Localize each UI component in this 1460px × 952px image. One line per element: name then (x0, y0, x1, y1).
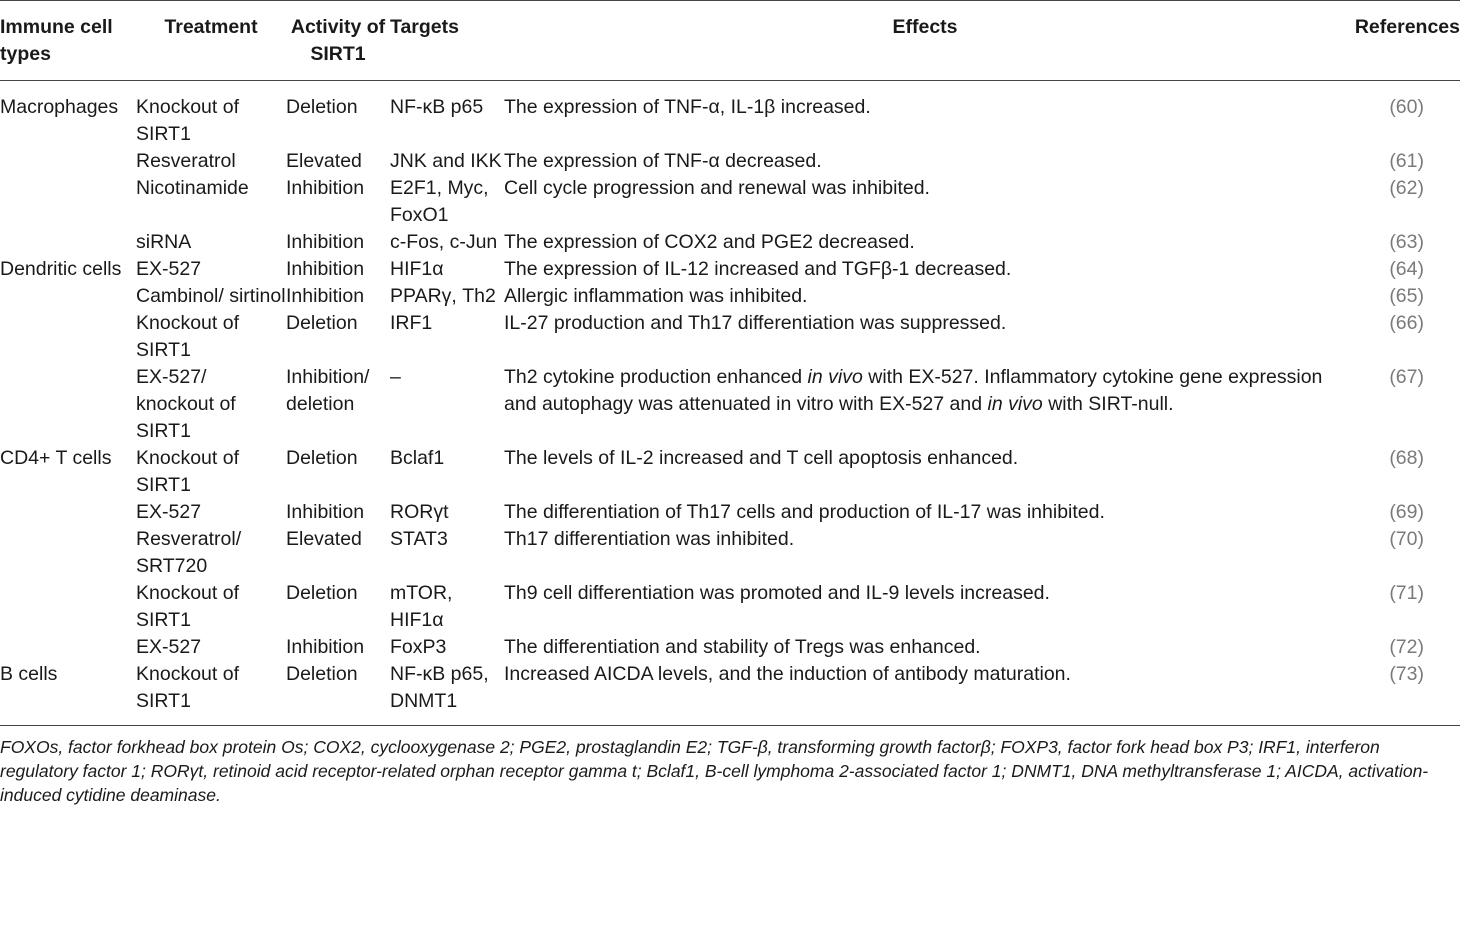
effects-cell: The expression of COX2 and PGE2 decreased. (504, 231, 915, 253)
treatment-cell: Cambinol/ sirtinol (136, 285, 286, 307)
header-references: References (1354, 16, 1460, 38)
table-row (0, 283, 1460, 310)
targets-cell: FoxP3 (390, 636, 447, 658)
header-activity: Activity of SIRT1 (290, 16, 386, 65)
reference-cell: (66) (1389, 312, 1424, 334)
treatment-cell: siRNA (136, 231, 192, 253)
reference-cell: (62) (1389, 177, 1424, 199)
effect-text-part: with SIRT-null. (1042, 393, 1174, 415)
table-row (0, 445, 1460, 499)
effects-cell: Th9 cell differentiation was promoted and IL-9 levels increased. (504, 582, 1050, 604)
reference-cell: (65) (1389, 285, 1424, 307)
reference-cell: (71) (1389, 582, 1424, 604)
targets-cell: mTOR, HIF1α (390, 582, 453, 631)
cell-type-cell (0, 499, 136, 526)
cell-type-cell (0, 580, 136, 634)
activity-cell: Inhibition (286, 177, 365, 199)
treatment-cell: Nicotinamide (136, 177, 249, 199)
effects-cell: Allergic inflammation was inhibited. (504, 285, 808, 307)
treatment-cell: Knockout of SIRT1 (136, 312, 239, 361)
reference-cell: (69) (1389, 501, 1424, 523)
cell-type-cell (0, 148, 136, 175)
activity-cell: Inhibition (286, 258, 365, 280)
table-header (0, 1, 1460, 81)
treatment-cell: EX-527 (136, 501, 202, 523)
cell-type-cell: Macrophages (0, 96, 119, 118)
cell-type-cell: B cells (0, 663, 58, 685)
header-treatment: Treatment (164, 16, 258, 38)
targets-cell: STAT3 (390, 528, 448, 550)
effects-cell: Cell cycle progression and renewal was inhibited. (504, 177, 930, 199)
effects-cell (504, 364, 1346, 445)
table-footnote: FOXOs, factor forkhead box protein Os; COX2, cyclooxygenase 2; PGE2, prostaglandin E2; TGF-β, transforming growth factorβ; FOXP3, factor fork head box P3; IRF1, interferon regulatory factor 1; RORγt, retinoid acid receptor-related orphan receptor gamma t; Bclaf1, B-cell lymphoma 2-associated factor 1; DNMT1, DNA methyltransferase 1; AICDA, activation-induced cytidine deaminase. (0, 737, 1429, 805)
effects-cell: The differentiation of Th17 cells and production of IL-17 was inhibited. (504, 501, 1105, 523)
reference-cell: (67) (1389, 366, 1424, 388)
effects-cell: IL-27 production and Th17 differentiation was suppressed. (504, 312, 1007, 334)
cell-type-cell (0, 526, 136, 580)
activity-cell: Deletion (286, 663, 358, 685)
activity-cell: Deletion (286, 582, 358, 604)
effect-text-part: with EX-527. Inflammatory cytokine gene expression and autophagy was attenuated in vitro with EX-527 and (504, 366, 1323, 415)
table-row (0, 634, 1460, 661)
treatment-cell: Knockout of SIRT1 (136, 582, 239, 631)
targets-cell: E2F1, Myc, FoxO1 (390, 177, 489, 226)
table-row (0, 499, 1460, 526)
activity-cell: Inhibition (286, 501, 365, 523)
targets-cell: IRF1 (390, 312, 433, 334)
effects-cell: Increased AICDA levels, and the induction of antibody maturation. (504, 663, 1071, 685)
treatment-cell: EX-527 (136, 636, 202, 658)
cell-type-cell (0, 229, 136, 256)
header-targets: Targets (390, 16, 459, 38)
table-row (0, 148, 1460, 175)
table-row (0, 175, 1460, 229)
table-row (0, 310, 1460, 364)
activity-cell: Inhibition (286, 285, 365, 307)
effect-text-part: in vivo (987, 393, 1043, 415)
activity-cell: Elevated (286, 528, 362, 550)
effects-cell: The expression of TNF-α, IL-1β increased. (504, 96, 871, 118)
treatment-cell: Knockout of SIRT1 (136, 96, 239, 145)
activity-cell: Inhibition (286, 636, 365, 658)
targets-cell: NF-κB p65 (390, 96, 484, 118)
reference-cell: (63) (1389, 231, 1424, 253)
targets-cell: c-Fos, c-Jun (390, 231, 498, 253)
table-row (0, 229, 1460, 256)
cell-type-cell (0, 283, 136, 310)
cell-type-cell (0, 634, 136, 661)
table-row (0, 81, 1460, 149)
targets-cell: RORγt (390, 501, 449, 523)
cell-type-cell: CD4+ T cells (0, 447, 112, 469)
table-row (0, 580, 1460, 634)
header-effects: Effects (892, 16, 958, 38)
activity-cell: Deletion (286, 447, 358, 469)
header-cell-types: Immune cell types (0, 16, 113, 65)
targets-cell: PPARγ, Th2 (390, 285, 496, 307)
targets-cell: NF-κB p65, DNMT1 (390, 663, 489, 712)
table-row (0, 256, 1460, 283)
effects-cell: The expression of TNF-α decreased. (504, 150, 822, 172)
effects-cell: The levels of IL-2 increased and T cell apoptosis enhanced. (504, 447, 1019, 469)
cell-type-cell (0, 175, 136, 229)
reference-cell: (70) (1389, 528, 1424, 550)
reference-cell: (60) (1389, 96, 1424, 118)
effect-text-part: Th2 cytokine production enhanced (504, 366, 808, 388)
activity-cell: Inhibition (286, 231, 365, 253)
cell-type-cell: Dendritic cells (0, 258, 122, 280)
targets-cell: JNK and IKK (390, 150, 502, 172)
table-row (0, 364, 1460, 445)
effects-cell: The expression of IL-12 increased and TGFβ-1 decreased. (504, 258, 1012, 280)
activity-cell: Deletion (286, 96, 358, 118)
targets-cell: – (390, 366, 401, 388)
reference-cell: (72) (1389, 636, 1424, 658)
reference-cell: (64) (1389, 258, 1424, 280)
effects-cell: Th17 differentiation was inhibited. (504, 528, 795, 550)
table-body (0, 81, 1460, 726)
effects-cell: The differentiation and stability of Tregs was enhanced. (504, 636, 981, 658)
reference-cell: (61) (1389, 150, 1424, 172)
activity-cell: Inhibition/ deletion (286, 366, 370, 415)
cell-type-cell (0, 310, 136, 364)
cell-type-cell (0, 364, 136, 445)
table-row (0, 526, 1460, 580)
treatment-cell: EX-527/ knockout of SIRT1 (136, 366, 236, 442)
treatment-cell: EX-527 (136, 258, 202, 280)
treatment-cell: Knockout of SIRT1 (136, 447, 239, 496)
activity-cell: Elevated (286, 150, 362, 172)
treatment-cell: Resveratrol/ SRT720 (136, 528, 242, 577)
targets-cell: Bclaf1 (390, 447, 445, 469)
activity-cell: Deletion (286, 312, 358, 334)
reference-cell: (68) (1389, 447, 1424, 469)
effect-text-part: in vivo (807, 366, 863, 388)
reference-cell: (73) (1389, 663, 1424, 685)
table-row (0, 661, 1460, 726)
treatment-cell: Knockout of SIRT1 (136, 663, 239, 712)
targets-cell: HIF1α (390, 258, 444, 280)
treatment-cell: Resveratrol (136, 150, 236, 172)
